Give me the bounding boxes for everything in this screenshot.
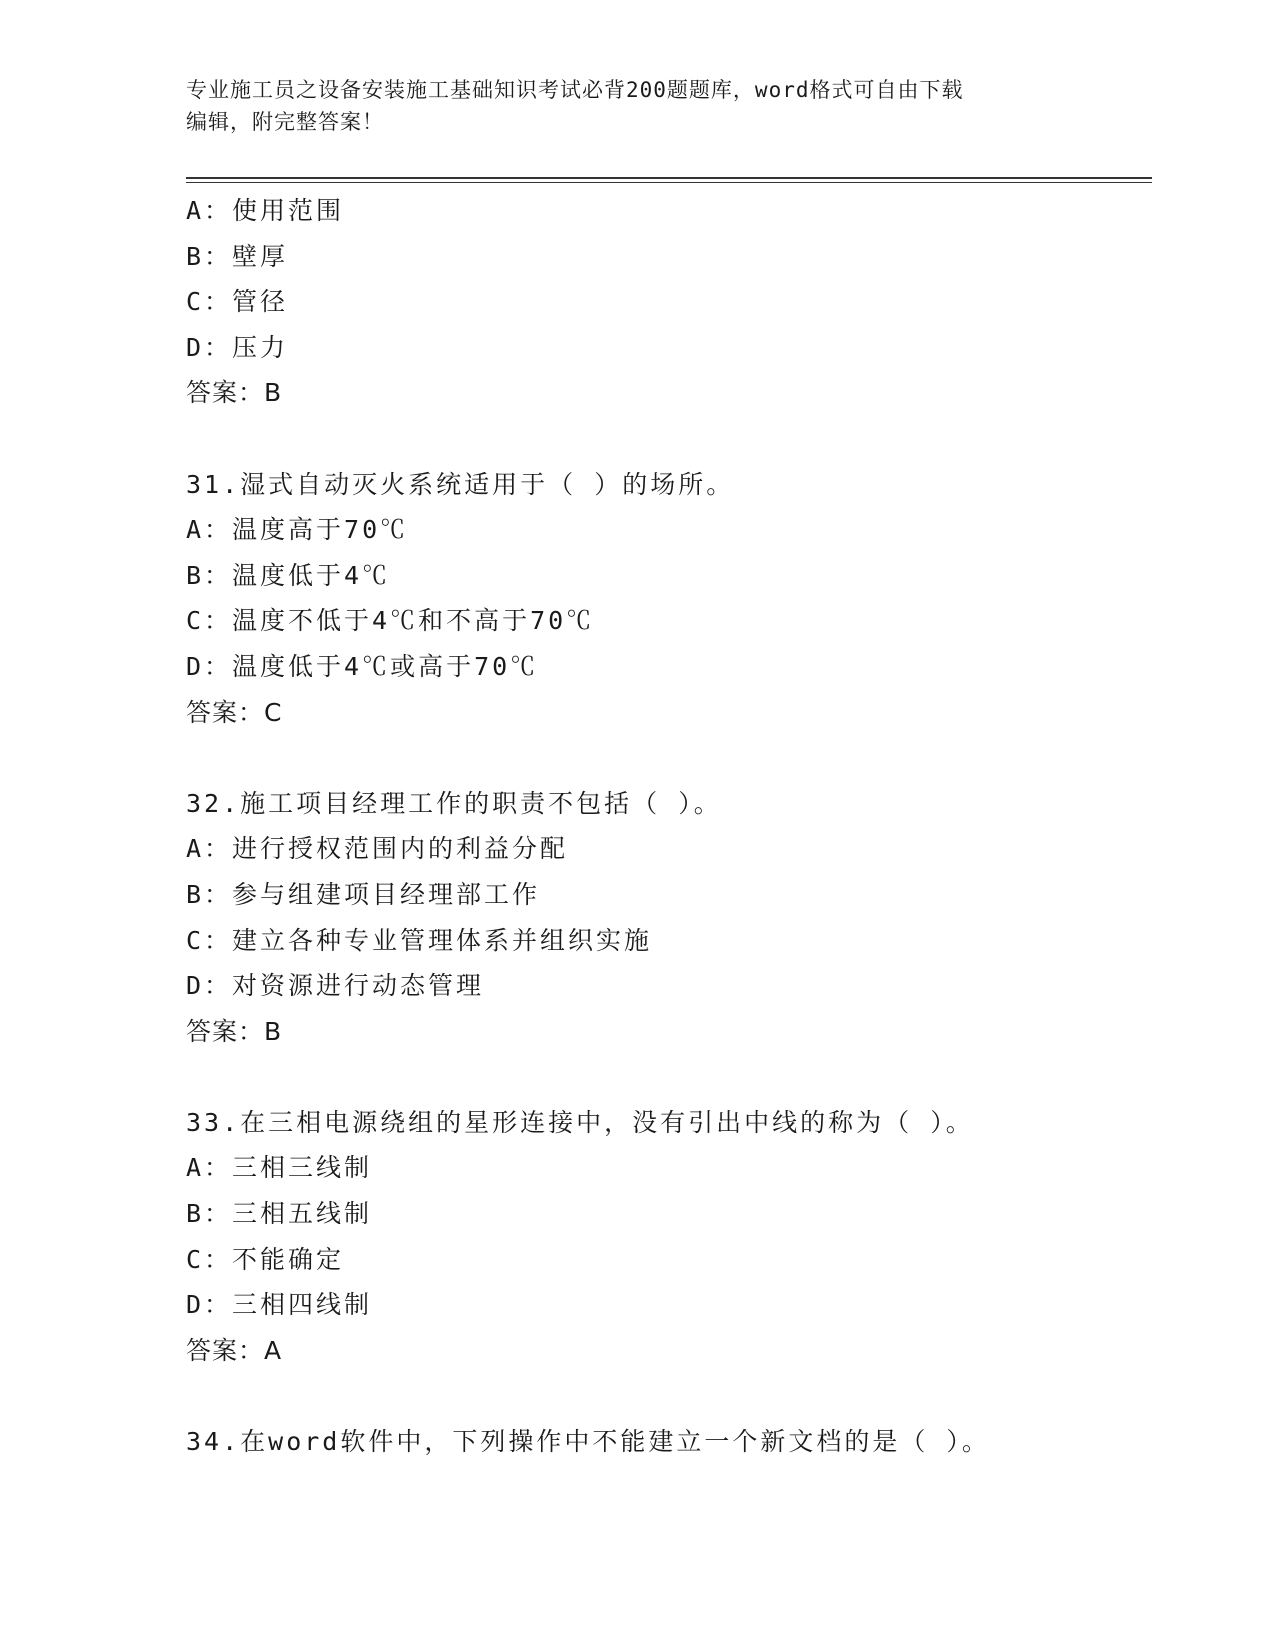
option-b: B：三相五线制	[186, 1199, 373, 1229]
option-b: B：温度低于4℃	[186, 560, 391, 590]
question-34	[186, 1419, 1166, 1465]
answer: 答案：B	[186, 378, 283, 408]
question-list	[186, 188, 1166, 1465]
header-title-line-2: 编辑，附完整答案！	[186, 110, 384, 134]
option-a: A：使用范围	[186, 196, 345, 225]
document-header	[186, 74, 1086, 138]
option-c: C：温度不低于4℃和不高于70℃	[186, 606, 595, 636]
option-a: A：温度高于70℃	[186, 515, 409, 545]
option-d: D：温度低于4℃或高于70℃	[186, 651, 539, 681]
option-a: A：进行授权范围内的利益分配	[186, 834, 569, 864]
option-d: D：压力	[186, 332, 289, 362]
spacer	[186, 416, 1166, 462]
header-title-line-1: 专业施工员之设备安装施工基础知识考试必背200题题库，word格式可自由下载	[186, 78, 964, 102]
header-divider-thick	[186, 177, 1152, 179]
answer: 答案：B	[186, 1016, 283, 1046]
option-a: A：三相三线制	[186, 1153, 373, 1183]
question-32	[186, 781, 1166, 1055]
question-31	[186, 462, 1166, 736]
question-text: 31.湿式自动灭火系统适用于（ ）的场所。	[186, 469, 735, 499]
option-d: D：对资源进行动态管理	[186, 971, 485, 1001]
option-b: B：参与组建项目经理部工作	[186, 879, 541, 909]
question-30	[186, 188, 1166, 416]
option-c: C：管径	[186, 287, 289, 317]
option-d: D：三相四线制	[186, 1290, 373, 1320]
header-divider-thin	[186, 182, 1152, 183]
spacer	[186, 1373, 1166, 1419]
question-text: 32.施工项目经理工作的职责不包括（ ）。	[186, 788, 722, 818]
spacer	[186, 1054, 1166, 1100]
question-text: 34.在word软件中，下列操作中不能建立一个新文档的是（ ）。	[186, 1427, 990, 1457]
question-text: 33.在三相电源绕组的星形连接中，没有引出中线的称为（ ）。	[186, 1107, 974, 1137]
question-33	[186, 1100, 1166, 1374]
option-b: B：壁厚	[186, 241, 289, 271]
answer: 答案：A	[186, 1335, 283, 1365]
answer: 答案：C	[186, 697, 283, 727]
spacer	[186, 735, 1166, 781]
option-c: C：不能确定	[186, 1244, 345, 1274]
option-c: C：建立各种专业管理体系并组织实施	[186, 925, 653, 955]
